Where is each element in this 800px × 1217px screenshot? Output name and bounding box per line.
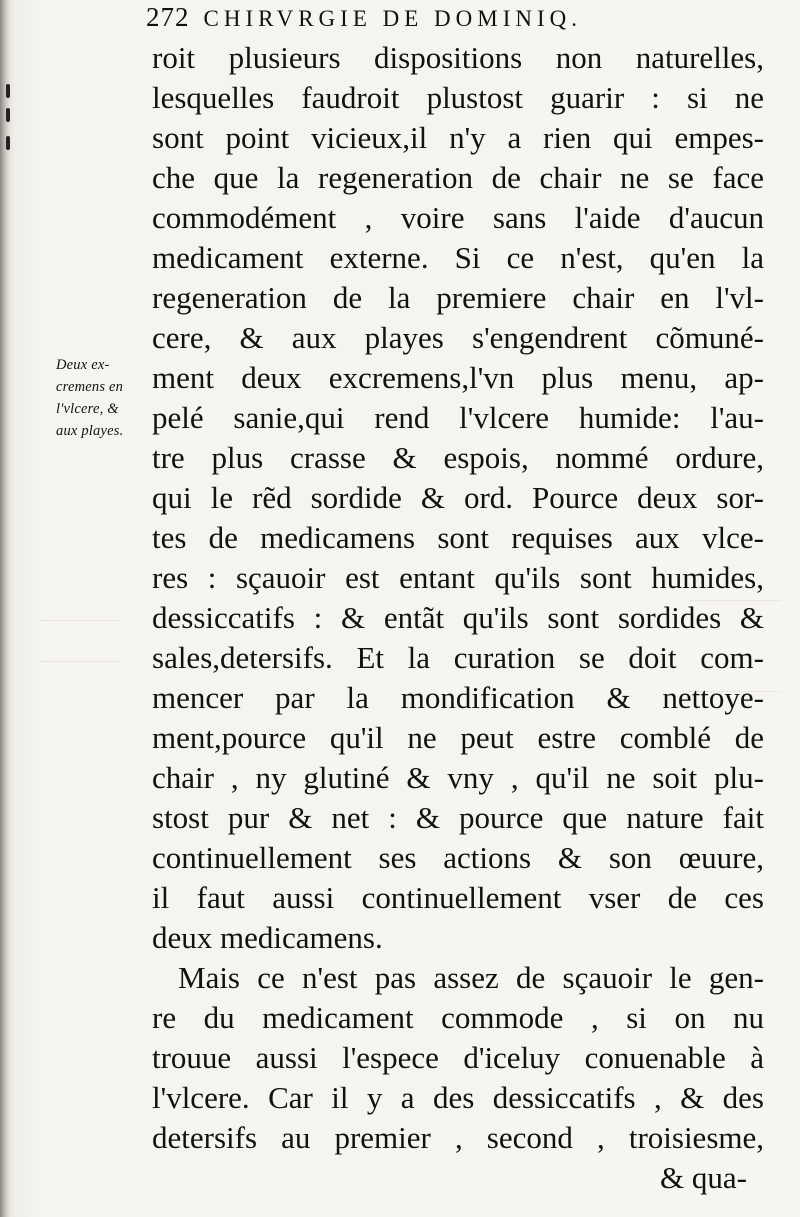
text-line: ment,pource qu'il ne peut estre comblé de	[152, 720, 764, 755]
marginal-note-line: cremens en	[56, 379, 124, 395]
gutter-mark	[6, 84, 10, 98]
running-header	[146, 2, 786, 38]
show-through-mark	[40, 620, 120, 662]
marginal-note-line: aux playes.	[56, 423, 124, 439]
text-line: chair , ny glutiné & vny , qu'il ne soit plu-	[152, 760, 764, 795]
page-number: 272	[146, 2, 190, 32]
catchword: & qua-	[660, 1160, 747, 1195]
text-line: tes de medicamens sont requises aux vlce-	[152, 520, 764, 555]
text-line: sales,detersifs. Et la curation se doit com-	[152, 640, 764, 675]
gutter-mark	[6, 136, 10, 150]
text-line: ment deux excremens,l'vn plus menu, ap-	[152, 360, 764, 395]
text-line: roit plusieurs dispositions non naturelles,	[152, 40, 764, 75]
text-line: regeneration de la premiere chair en l'vl-	[152, 280, 764, 315]
text-line: stost pur & net : & pource que nature fait	[152, 800, 764, 835]
marginal-note-line: l'vlcere, &	[56, 401, 119, 417]
text-line: lesquelles faudroit plustost guarir : si ne	[152, 80, 764, 115]
text-line: mencer par la mondification & nettoye-	[152, 680, 764, 715]
text-line: l'vlcere. Car il y a des dessiccatifs , & des	[152, 1080, 764, 1115]
text-line: detersifs au premier , second , troisiesme,	[152, 1120, 764, 1155]
text-line: cere, & aux playes s'engendrent cõmuné-	[152, 320, 764, 355]
text-line: medicament externe. Si ce n'est, qu'en la	[152, 240, 764, 275]
text-line: qui le rẽd sordide & ord. Pource deux sor-	[152, 480, 764, 515]
text-line: dessiccatifs : & entãt qu'ils sont sordides &	[152, 600, 764, 635]
text-line: trouue aussi l'espece d'iceluy conuenable à	[152, 1040, 764, 1075]
text-line: sont point vicieux,il n'y a rien qui empes-	[152, 120, 764, 155]
paragraph-first-line: Mais ce n'est pas assez de sçauoir le gen-	[178, 960, 764, 995]
text-line: commodément , voire sans l'aide d'aucun	[152, 200, 764, 235]
text-line: che que la regeneration de chair ne se face	[152, 160, 764, 195]
running-title: CHIRVRGIE DE DOMINIQ.	[203, 6, 582, 31]
text-line: il faut aussi continuellement vser de ces	[152, 880, 764, 915]
text-line: pelé sanie,qui rend l'vlcere humide: l'au-	[152, 400, 764, 435]
gutter-mark	[6, 108, 10, 122]
text-line: tre plus crasse & espois, nommé ordure,	[152, 440, 764, 475]
text-line: res : sçauoir est entant qu'ils sont humides,	[152, 560, 764, 595]
text-line: continuellement ses actions & son œuure,	[152, 840, 764, 875]
paragraph-end-line: deux medicamens.	[152, 920, 383, 955]
binding-gutter	[0, 0, 10, 1217]
marginal-note-line: Deux ex-	[56, 357, 110, 373]
text-line: re du medicament commode , si on nu	[152, 1000, 764, 1035]
